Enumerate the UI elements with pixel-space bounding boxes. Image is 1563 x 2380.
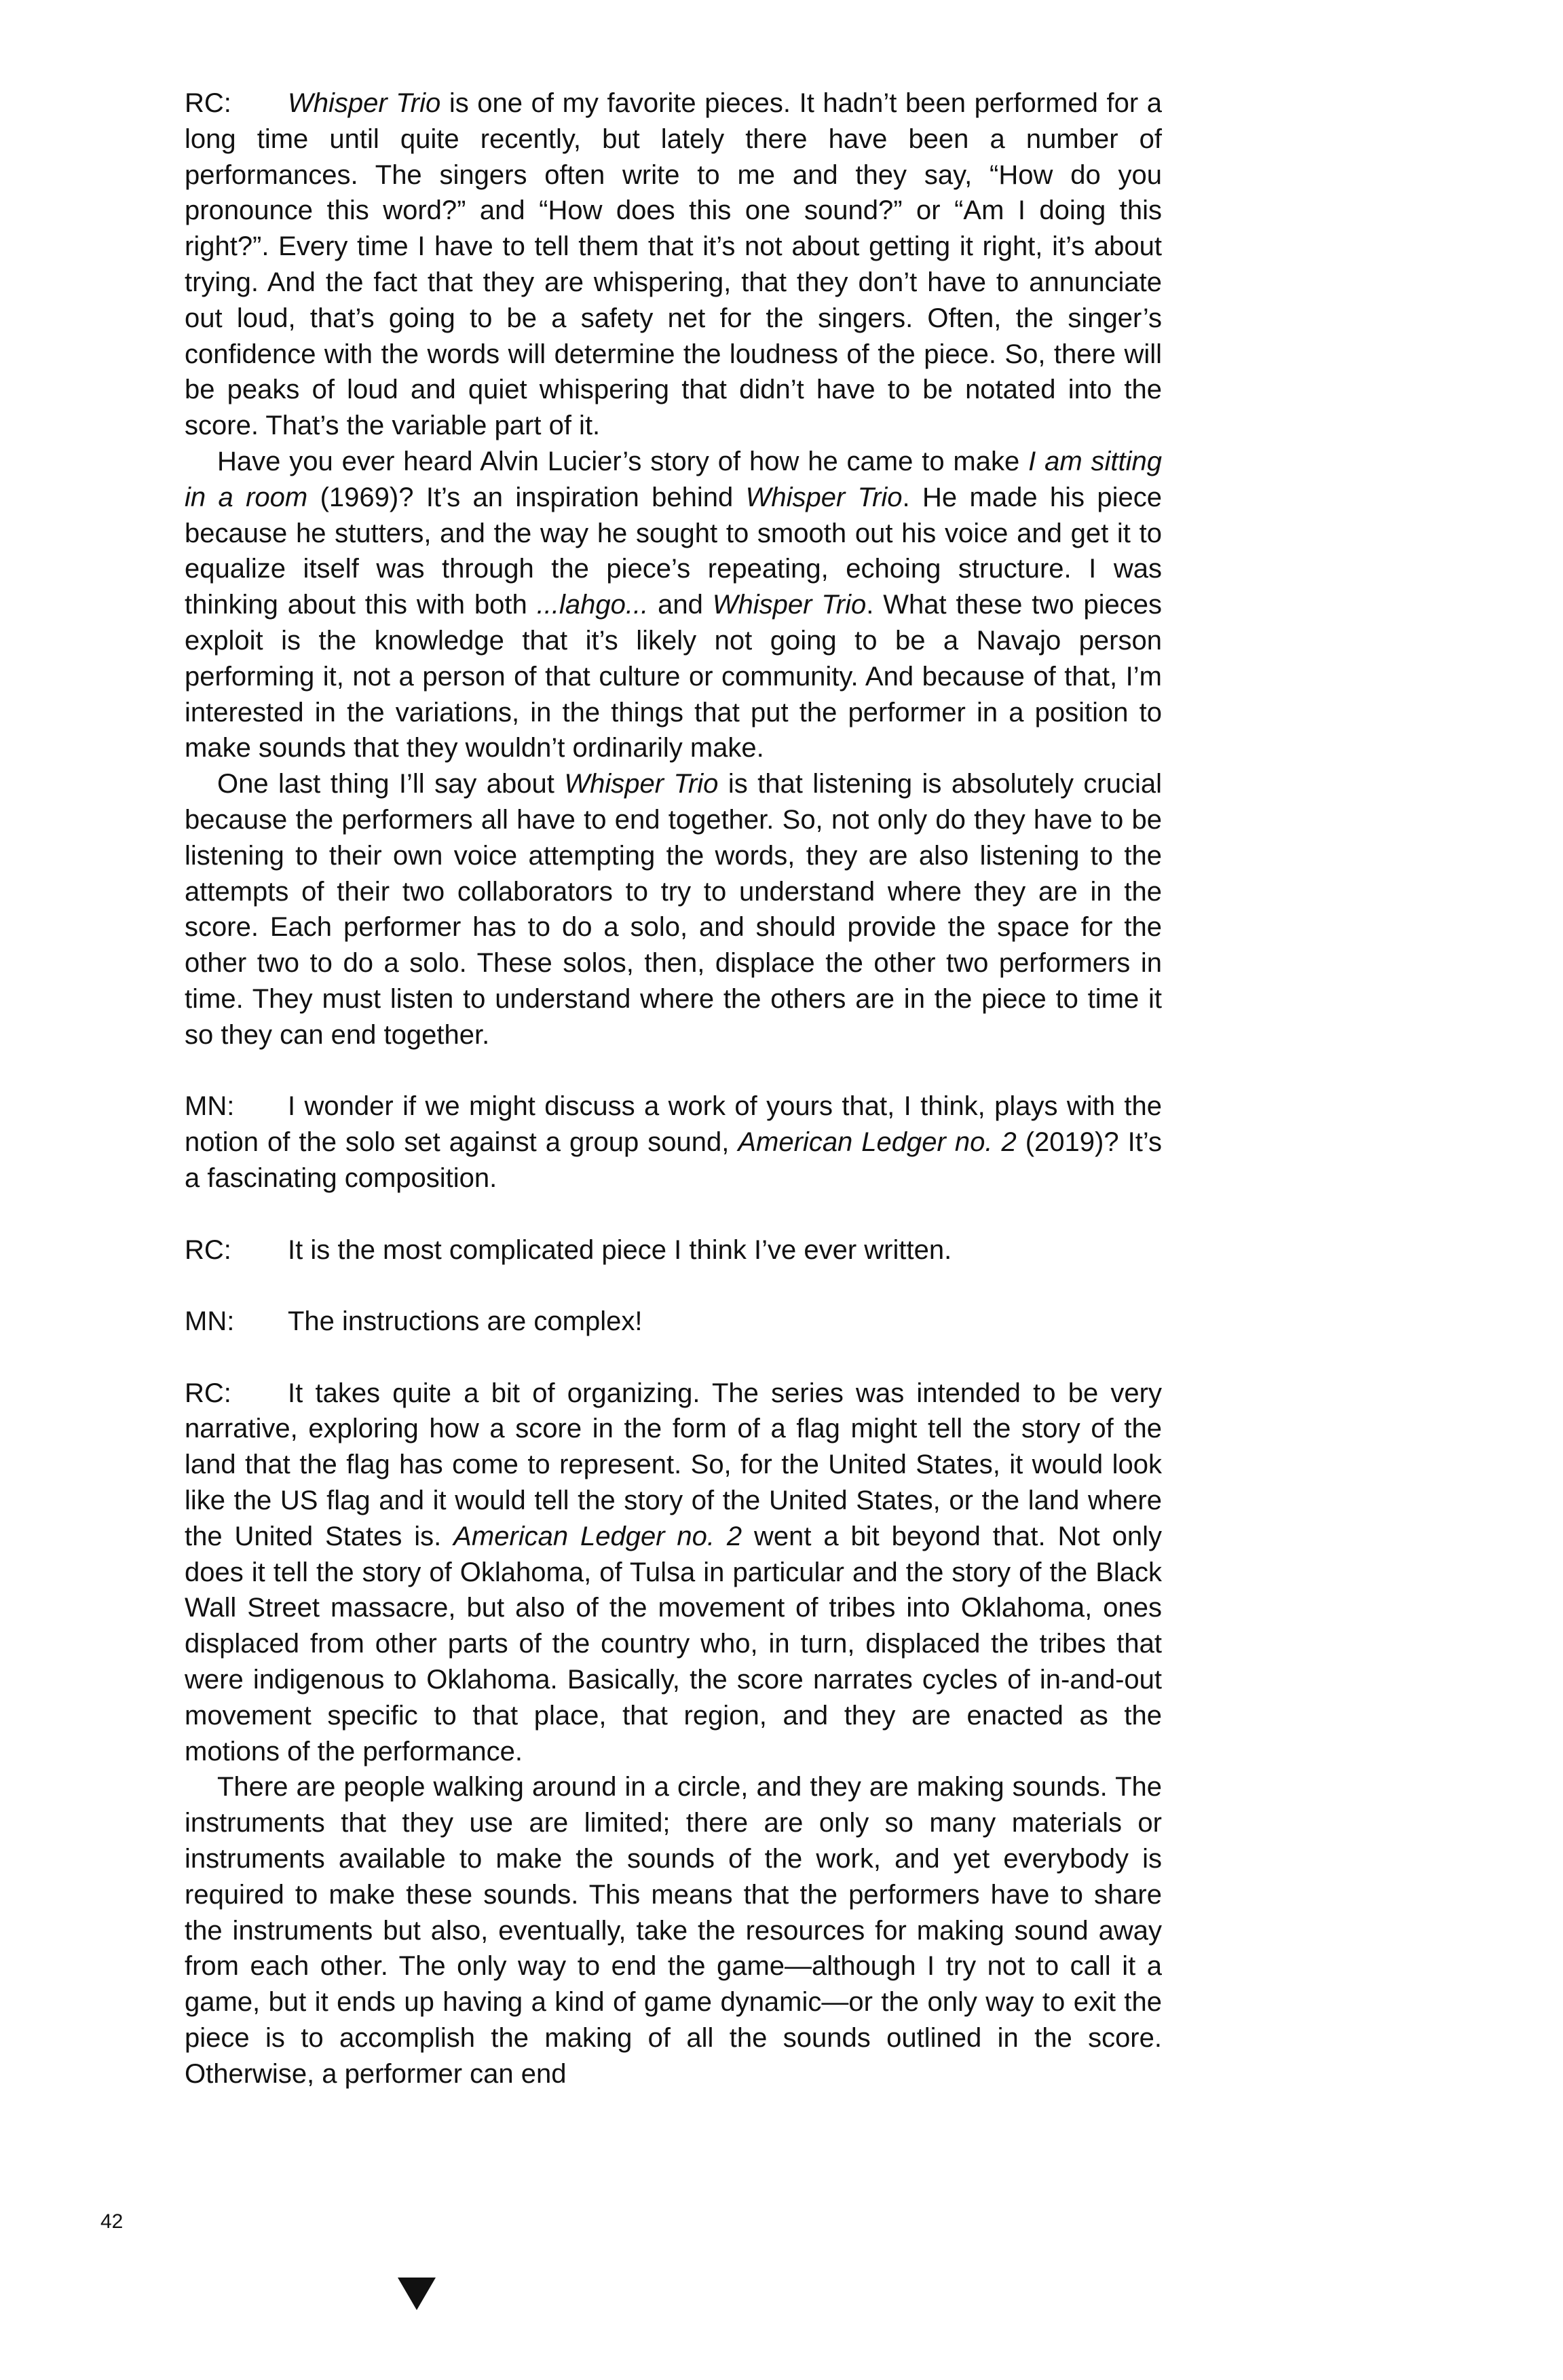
text-run: . He made his piece because he stutters, and the way he sought to smooth out his voice and get it to equalize itself was through the piece’s repeating, echoing structure. I was thinking about this with both <box>185 482 1163 620</box>
text-run: is one of my favorite pieces. It hadn’t been performed for a long time until quite recently, but lately there have been a number of performances. The singers often write to me and they say, “How do you pronounce this word?” and “How does this one sound?” or “Am I doing this right?”. Every time I have to tell them that it’s not about getting it right, it’s about trying. And the fact that they are whispering, that they don’t have to annunciate out loud, that’s going to be a safety net for the singers. Often, the singer’s confidence with the words will determine the loudness of the piece. So, there will be peaks of loud and quiet whispering that didn’t have to be notated into the score. That’s the variable part of it. <box>185 88 1163 441</box>
italic-title: Whisper Trio <box>288 88 441 118</box>
italic-title: American Ledger no. 2 <box>453 1521 742 1551</box>
italic-title: American Ledger no. 2 <box>738 1127 1017 1158</box>
continuation-paragraph <box>185 444 1162 766</box>
italic-title: Whisper Trio <box>564 769 719 799</box>
text-run: There are people walking around in a circle, and they are making sounds. The instruments that they use are limited; there are only so many materials or instruments available to make the sounds of the work, and yet everybody is required to make these sounds. This means that the performers have to share the instruments but also, eventually, take the resources for making sound away from each other. The only way to end the game—although I try not to call it a game, but it ends up having a kind of game dynamic—or the only way to exit the piece is to accomplish the making of all the sounds outlined in the score. Otherwise, a performer can end <box>185 1772 1162 2089</box>
italic-title: Whisper Trio <box>712 590 867 620</box>
text-run: is that listening is absolutely crucial because the performers all have to end together. So, not only do they have to be listening to their own voice attempting the words, they are also listening to the attempts of their two collaborators to try to understand where they are in the score. Each performer has to do a solo, and should provide the space for the other two to do a solo. These solos, then, displace the other two performers in time. They must listen to understand where the others are in the piece to time it so they can end together. <box>185 769 1162 1050</box>
text-run: Have you ever heard Alvin Lucier’s story of how he came to make <box>217 446 1029 476</box>
dialogue-paragraph <box>185 86 1162 444</box>
text-run: (2019)? It’s a fascinating composition. <box>185 1127 1162 1193</box>
dialogue-paragraph <box>185 1376 1162 1770</box>
speaker-label: RC: <box>185 88 231 118</box>
italic-title: ...lahgo... <box>536 590 649 620</box>
article-body <box>185 86 1162 2092</box>
text-run: and <box>648 590 713 620</box>
speaker-label: MN: <box>185 1091 235 1122</box>
down-triangle-icon <box>398 2278 436 2310</box>
italic-title: I am sitting in a room <box>185 446 1162 512</box>
text-run: (1969)? It’s an inspiration behind <box>307 482 746 512</box>
italic-title: Whisper Trio <box>745 482 903 512</box>
speaker-label: RC: <box>185 1378 231 1408</box>
page-number: 42 <box>100 2210 124 2233</box>
continuation-paragraph <box>185 766 1162 1053</box>
text-run: . What these two pieces exploit is the knowledge that it’s likely not going to be a Navajo person performing it, not a person of that culture or community. And because of that, I’m interested in the variations, in the things that put the performer in a position to make sounds that they wouldn’t ordinarily make. <box>185 590 1163 763</box>
text-run: It takes quite a bit of organizing. The series was intended to be very narrative, exploring how a score in the form of a flag might tell the story of the land that the flag has come to represent. So, for the United States, it would look like the US flag and it would tell the story of the United States, or the land where the United States is. <box>185 1378 1162 1551</box>
dialogue-paragraph <box>185 1304 1162 1340</box>
continuation-paragraph <box>185 1769 1162 2092</box>
text-run: It is the most complicated piece I think I’ve ever written. <box>288 1234 952 1265</box>
text-run: went a bit beyond that. Not only does it tell the story of Oklahoma, of Tulsa in particular and the story of the Black Wall Street massacre, but also of the movement of tribes into Oklahoma, ones displaced from other parts of the country who, in turn, displaced the tribes that were indigenous to Oklahoma. Basically, the score narrates cycles of in-and-out movement specific to that place, that region, and they are enacted as the motions of the performance. <box>185 1521 1162 1767</box>
text-run: The instructions are complex! <box>288 1306 643 1337</box>
speaker-label: MN: <box>185 1306 235 1337</box>
dialogue-paragraph <box>185 1089 1162 1196</box>
speaker-label: RC: <box>185 1234 231 1265</box>
dialogue-paragraph <box>185 1232 1162 1268</box>
text-run: I wonder if we might discuss a work of yours that, I think, plays with the notion of the solo set against a group sound, <box>185 1091 1162 1158</box>
text-run: One last thing I’ll say about <box>217 769 565 799</box>
